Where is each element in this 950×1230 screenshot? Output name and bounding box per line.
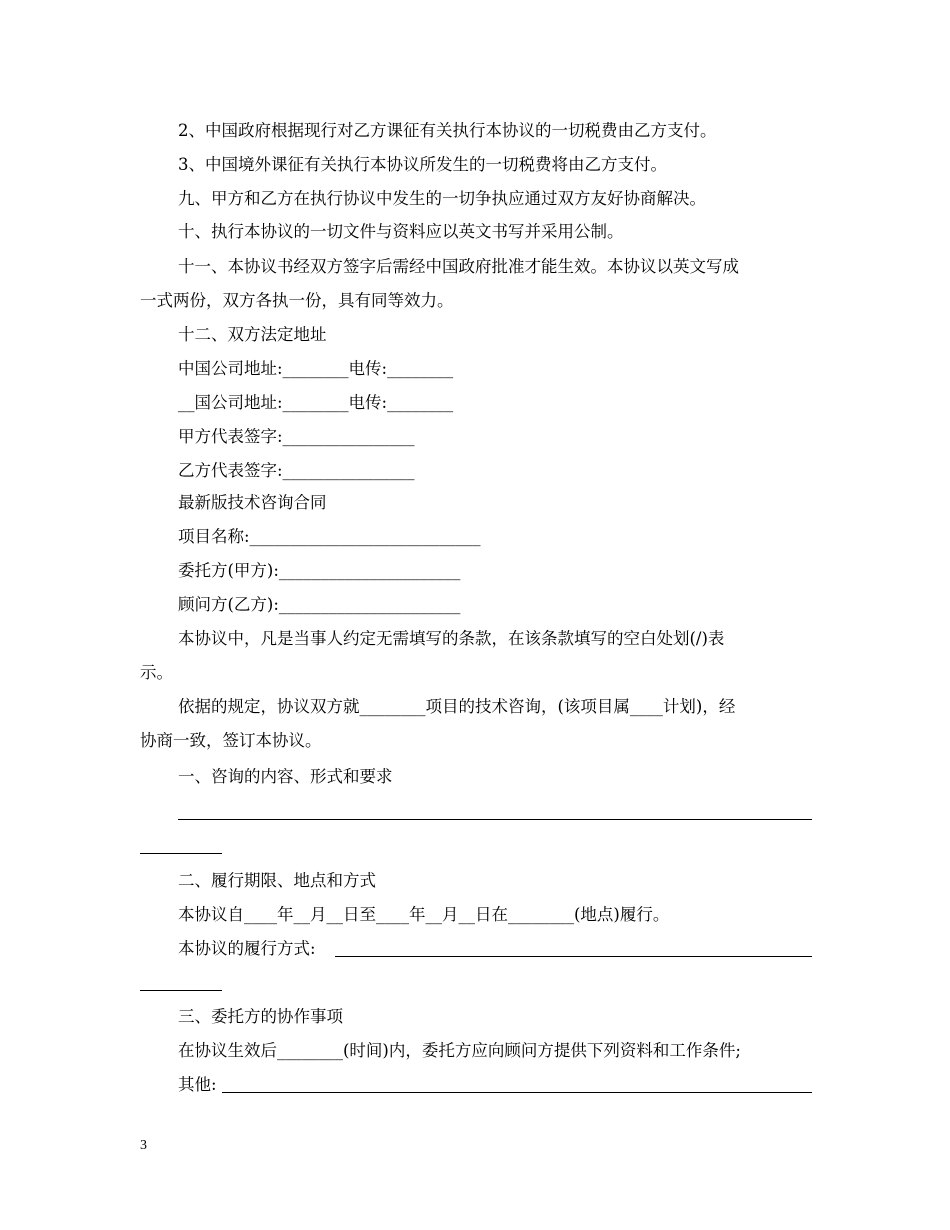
form-field-line: 项目名称:____________________________ [178,527,481,546]
paragraph-line: 十一、本协议书经双方签字后需经中国政府批准才能生效。本协议以英文写成 [178,257,739,276]
blank-fill-rule [335,956,812,957]
form-field-line: 中国公司地址:________电传:________ [178,359,454,378]
paragraph-line: 3、中国境外课征有关执行本协议所发生的一切税费将由乙方支付。 [178,155,667,174]
paragraph-line: 一式两份，双方各执一份，具有同等效力。 [140,291,454,310]
blank-fill-rule [140,853,222,854]
form-field-line: 乙方代表签字:________________ [178,461,415,480]
blank-fill-rule [178,819,812,820]
form-field-line: 本协议的履行方式: [178,939,316,958]
section-heading: 一、咨询的内容、形式和要求 [178,767,393,786]
form-field-line: 顾问方(乙方):______________________ [178,595,461,614]
paragraph-line: 依据的规定，协议双方就________项目的技术咨询，(该项目属____计划)，经 [178,697,736,716]
paragraph-line: 示。 [140,663,173,682]
paragraph-line: 十、执行本协议的一切文件与资料应以英文书写并采用公制。 [178,222,624,241]
form-field-line: 甲方代表签字:________________ [178,427,415,446]
form-field-line: __国公司地址:________电传:________ [178,393,454,412]
paragraph-line: 2、中国政府根据现行对乙方课征有关执行本协议的一切税费由乙方支付。 [178,121,717,140]
form-field-line: 其他: [178,1075,217,1094]
form-field-line: 本协议自____年__月__日至____年__月__日在________(地点)履行。 [178,905,670,924]
section-heading: 三、委托方的协作事项 [178,1007,343,1026]
section-heading: 二、履行期限、地点和方式 [178,871,376,890]
paragraph-line: 在协议生效后________(时间)内，委托方应向顾问方提供下列资料和工作条件; [178,1041,741,1060]
paragraph-line: 九、甲方和乙方在执行协议中发生的一切争执应通过双方友好协商解决。 [178,189,706,208]
form-field-line: 委托方(甲方):______________________ [178,561,461,580]
paragraph-line: 本协议中，凡是当事人约定无需填写的条款，在该条款填写的空白处划(/)表 [178,629,725,648]
blank-fill-rule [140,990,222,991]
page-number: 3 [140,1138,147,1153]
section-heading: 十二、双方法定地址 [178,325,327,344]
document-title: 最新版技术咨询合同 [178,493,327,512]
blank-fill-rule [222,1092,812,1093]
paragraph-line: 协商一致，签订本协议。 [140,731,322,750]
